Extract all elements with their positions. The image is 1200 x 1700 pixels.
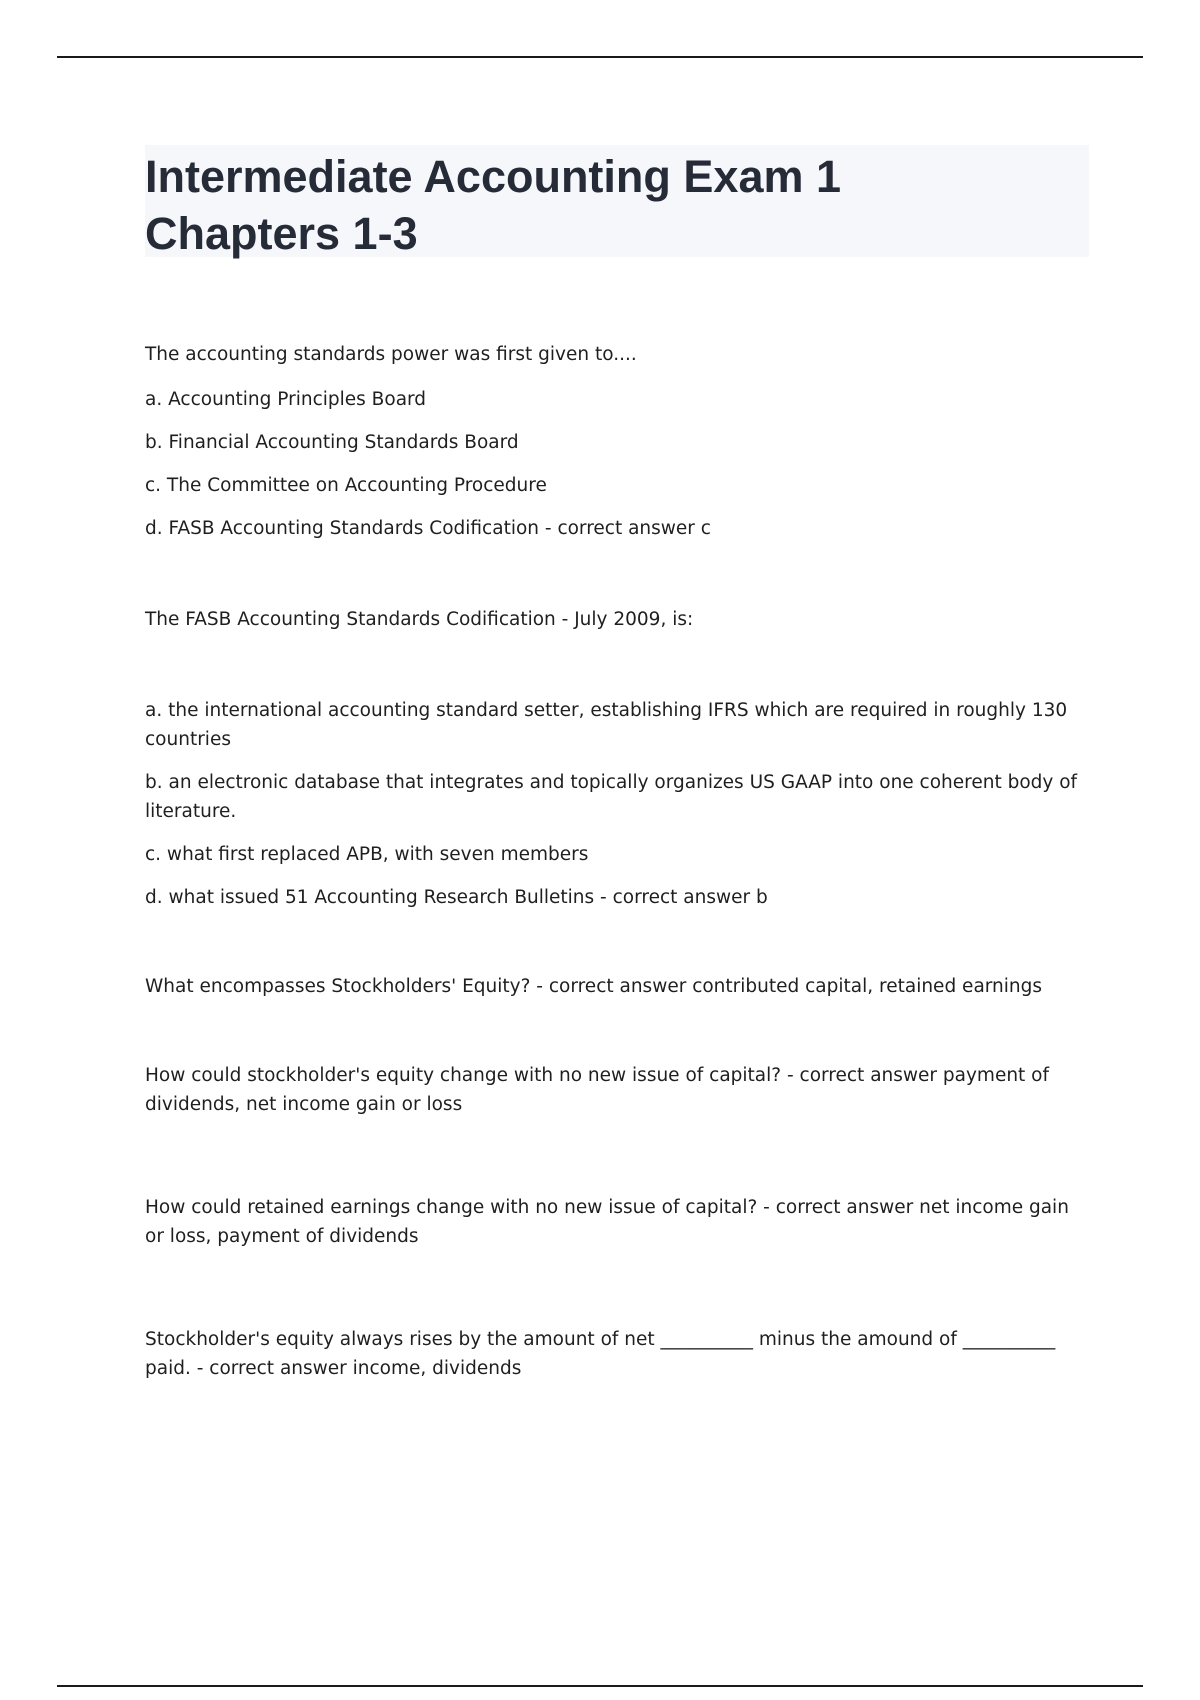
question-1-option-d: d. FASB Accounting Standards Codification - correct answer c: [145, 518, 711, 539]
question-5: How could retained earnings change with no new issue of capital? - correct answer net income gain or loss, payment of dividends: [145, 1197, 1069, 1247]
question-2-option-c: c. what first replaced APB, with seven members: [145, 844, 589, 865]
title-line-2: Chapters 1-3: [145, 208, 418, 259]
title-line-1: Intermediate Accounting Exam 1: [145, 151, 842, 202]
question-2-option-a: a. the international accounting standard setter, establishing IFRS which are required in roughly 130 countries: [145, 700, 1068, 750]
question-4: How could stockholder's equity change with no new issue of capital? - correct answer payment of dividends, net income gain or loss: [145, 1065, 1050, 1115]
bottom-rule: [57, 1685, 1143, 1687]
question-1-option-a: a. Accounting Principles Board: [145, 389, 427, 410]
question-1-stem: The accounting standards power was first given to....: [145, 344, 637, 365]
top-rule: [57, 56, 1143, 58]
question-2-option-b: b. an electronic database that integrates and topically organizes US GAAP into one coherent body of literature.: [145, 772, 1078, 822]
question-6: Stockholder's equity always rises by the amount of net __________ minus the amound of __________ paid. - correct answer income, dividends: [145, 1329, 1056, 1379]
question-list: [145, 340, 1085, 1383]
question-2-stem: The FASB Accounting Standards Codification - July 2009, is:: [145, 609, 694, 630]
question-1-option-c: c. The Committee on Accounting Procedure: [145, 475, 547, 496]
title-banner: [145, 145, 1089, 257]
page-title: [145, 145, 1089, 262]
question-3: What encompasses Stockholders' Equity? - correct answer contributed capital, retained earnings: [145, 976, 1043, 997]
question-1-option-b: b. Financial Accounting Standards Board: [145, 432, 519, 453]
question-2-option-d: d. what issued 51 Accounting Research Bulletins - correct answer b: [145, 887, 768, 908]
